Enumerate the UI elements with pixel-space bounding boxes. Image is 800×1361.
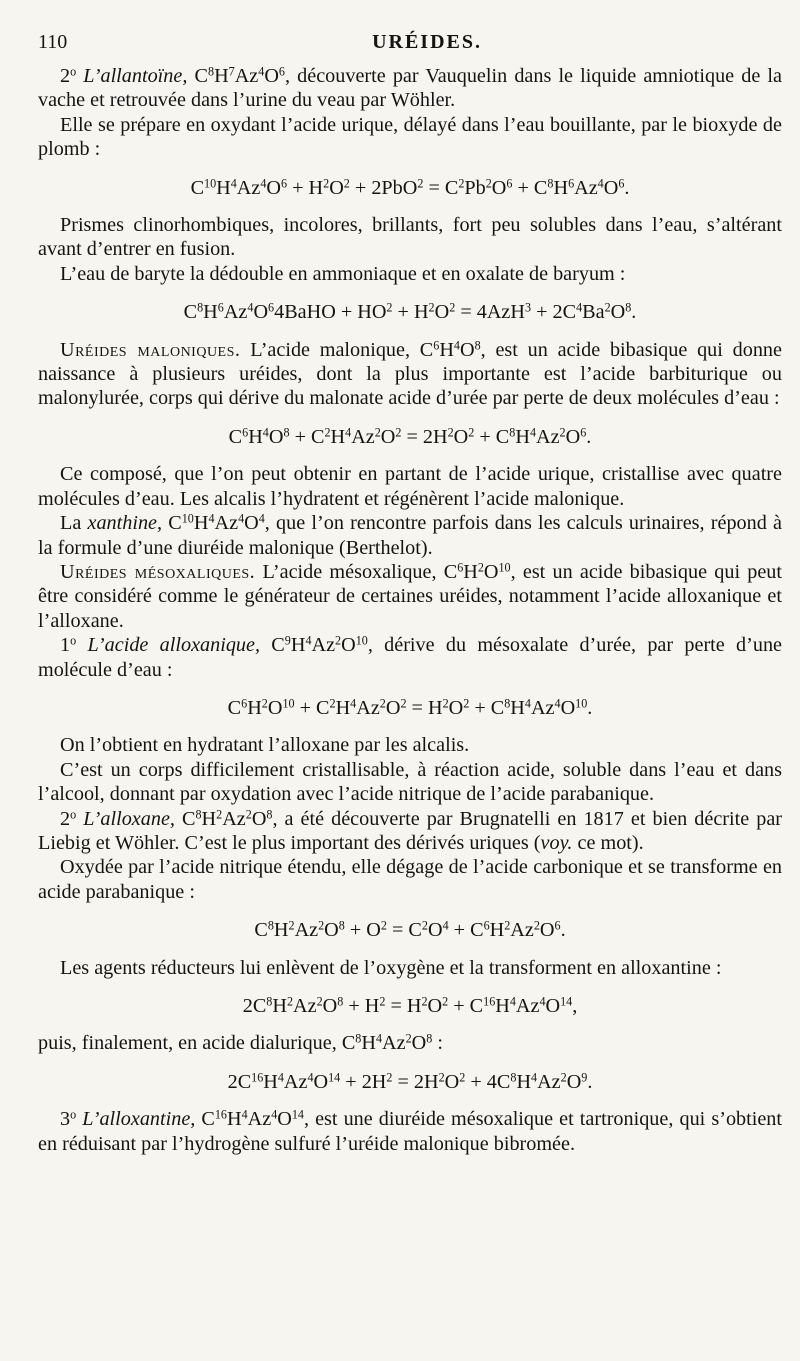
running-header xyxy=(38,30,782,56)
chemical-equation: $2C^{16}H^4Az^4O^{14} + 2H^2 = 2H^2O^2 + 4C^8H^4Az^2O^9$. xyxy=(227,1070,593,1093)
paragraph: Elle se prépare en oxydant l’acide urique, délayé dans l’eau bouillante, par le bioxyde de plomb : xyxy=(38,113,782,161)
chemical-equation: $C^6H^2O^{10} + C^2H^4Az^2O^2 = H^2O^2 + C^8H^4Az^4O^{10}$. xyxy=(227,696,593,719)
paragraph: Uréides maloniques. L’acide malonique, $C^6H^4O^8$, est un acide bibasique qui donne naissance à plusieurs uréides, dont la plus importante est l’acide barbiturique ou malonylurée, corps qui dérive du malonate acide d’urée par perte de deux molécules d’eau : xyxy=(38,338,782,410)
paragraph: Prismes clinorhombiques, incolores, brillants, fort peu solubles dans l’eau, s’altérant avant d’entrer en fusion. xyxy=(38,214,782,261)
paragraph: C’est un corps difficilement cristallisable, à réaction acide, soluble dans l’eau et dans l’alcool, donnant par oxydation avec l’acide nitrique de l’acide parabanique. xyxy=(38,758,782,806)
paragraph: 1$^o$ L’acide alloxanique, $C^9H^4Az^2O^{10}$, dérive du mésoxalate d’urée, par perte d’une molécule d’eau : xyxy=(38,633,782,681)
chemical-equation: $2C^8H^2Az^2O^8 + H^2 = H^2O^2 + C^{16}H^4Az^4O^{14}$, xyxy=(242,994,578,1017)
paragraph: Ce composé, que l’on peut obtenir en partant de l’acide urique, cristallise avec quatre molécules d’eau. Les alcalis l’hydratent et régénèrent l’acide malonique. xyxy=(38,463,782,510)
paragraph: On l’obtient en hydratant l’alloxane par les alcalis. xyxy=(60,734,470,757)
paragraph-continuation: puis, finalement, en acide dialurique, $C^8H^4Az^2O^8$ : xyxy=(38,1031,443,1055)
body-text xyxy=(38,64,782,1156)
page-number: 110 xyxy=(38,31,68,53)
chemical-equation: $C^8H^6Az^4O^64BaHO + HO^2 + H^2O^2 = 4AzH^3 + 2C^4Ba^2O^8$. xyxy=(183,300,637,324)
paragraph: 2$^o$ L’alloxane, $C^8H^2Az^2O^8$, a été découverte par Brugnatelli en 1817 et bien décrite par Liebig et Wöhler. C’est le plus important des dérivés uriques (voy. ce mot). xyxy=(38,806,783,854)
paragraph: Les agents réducteurs lui enlèvent de l’oxygène et la transforment en alloxantine : xyxy=(60,956,722,979)
paragraph: Oxydée par l’acide nitrique étendu, elle dégage de l’acide carbonique et se transforme en acide parabanique : xyxy=(38,856,782,903)
paragraph: L’eau de baryte la dédouble en ammoniaque et en oxalate de baryum : xyxy=(60,262,626,285)
paragraph: 3$^o$ L’alloxantine, $C^{16}H^4Az^4O^{14}$, est une diuréide mésoxalique et tartronique, qui s’obtient en réduisant par l’hydrogène sulfuré l’uréide malonique bibromée. xyxy=(38,1107,783,1155)
chemical-equation: $C^6H^4O^8 + C^2H^4Az^2O^2 = 2H^2O^2 + C^8H^4Az^2O^6$. xyxy=(228,425,592,448)
paragraph: 2$^o$ L’allantoïne, $C^8H^7Az^4O^6$, découverte par Vauquelin dans le liquide amniotique de la vache et retrouvée dans l’urine du veau par Wöhler. xyxy=(38,64,783,112)
chemical-equation: $C^{10}H^4Az^4O^6 + H^2O^2 + 2PbO^2 = C^2Pb^2O^6 + C^8H^6Az^4O^6$. xyxy=(190,175,630,199)
running-title: URÉIDES. xyxy=(372,31,482,53)
chemical-equation: $C^8H^2Az^2O^8 + O^2 = C^2O^4 + C^6H^2Az^2O^6$. xyxy=(254,918,566,942)
paragraph: La xanthine, $C^{10}H^4Az^4O^4$, que l’on rencontre parfois dans les calculs urinaires, répond à la formule d’une diuréide malonique (Berthelot). xyxy=(38,511,783,559)
paragraph: Uréides mésoxaliques. L’acide mésoxalique, $C^6H^2O^{10}$, est un acide bibasique qui peut être considéré comme le générateur de certaines uréides, notamment l’acide alloxanique et l’alloxane. xyxy=(38,560,783,632)
page xyxy=(38,30,782,1156)
